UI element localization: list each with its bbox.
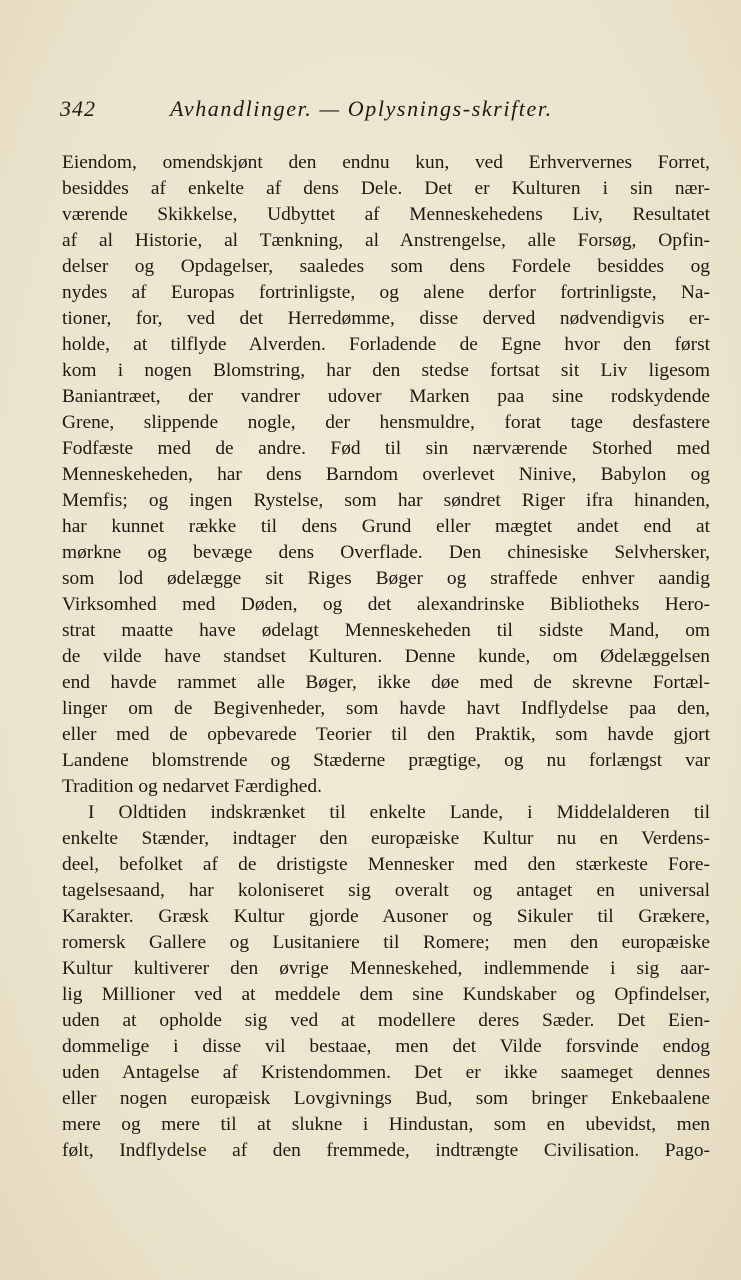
text-line: Virksomhed med Døden, og det alexandrinske Bibliotheks Hero- — [62, 594, 710, 615]
text-line: enkelte Stænder, indtager den europæiske Kultur nu en Verdens- — [62, 828, 710, 849]
text-line: Menneskeheden, har dens Barndom overlevet Ninive, Babylon og — [62, 464, 710, 485]
text-line: Kultur kultiverer den øvrige Menneskehed, indlemmende i sig aar- — [62, 958, 710, 979]
text-line: eller nogen europæisk Lovgivnings Bud, som bringer Enkebaalene — [62, 1088, 710, 1109]
text-line: I Oldtiden indskrænket til enkelte Lande, i Middelalderen til — [88, 802, 710, 823]
text-line: Fodfæste med de andre. Fød til sin nærværende Storhed med — [62, 438, 710, 459]
text-line: uden Antagelse af Kristendommen. Det er ikke saameget dennes — [62, 1062, 710, 1083]
text-line: tagelsesaand, har koloniseret sig overalt og antaget en universal — [62, 880, 710, 901]
text-line: Memfis; og ingen Rystelse, som har søndret Riger ifra hinanden, — [62, 490, 710, 511]
text-line: som lod ødelægge sit Riges Bøger og straffede enhver aandig — [62, 568, 710, 589]
text-line: linger om de Begivenheder, som havde havt Indflydelse paa den, — [62, 698, 710, 719]
text-line: har kunnet række til dens Grund eller mægtet andet end at — [62, 516, 710, 537]
text-line: værende Skikkelse, Udbyttet af Menneskehedens Liv, Resultatet — [62, 204, 710, 225]
page-number: 342 — [60, 96, 96, 121]
text-line: mere og mere til at slukne i Hindustan, som en ubevidst, men — [62, 1114, 710, 1135]
text-line: Eiendom, omendskjønt den endnu kun, ved Erhververnes Forret, — [62, 152, 710, 173]
text-line: holde, at tilflyde Alverden. Forladende de Egne hvor den først — [62, 334, 710, 355]
body-text — [62, 150, 710, 1164]
running-title: Avhandlinger. — Oplysnings-skrifter. — [170, 96, 553, 121]
text-line: Landene blomstrende og Stæderne prægtige, og nu forlængst var — [62, 750, 710, 771]
text-line: end havde rammet alle Bøger, ikke døe med de skrevne Fortæl- — [62, 672, 710, 693]
text-line: lig Millioner ved at meddele dem sine Kundskaber og Opfindelser, — [62, 984, 710, 1005]
text-line: strat maatte have ødelagt Menneskeheden til sidste Mand, om — [62, 620, 710, 641]
text-line: tioner, for, ved det Herredømme, disse derved nødvendigvis er- — [62, 308, 710, 329]
text-line: Tradition og nedarvet Færdighed. — [62, 776, 322, 797]
text-line: af al Historie, al Tænkning, al Anstrengelse, alle Forsøg, Opfin- — [62, 230, 710, 251]
text-line: nydes af Europas fortrinligste, og alene derfor fortrinligste, Na- — [62, 282, 710, 303]
running-header — [60, 96, 700, 128]
text-line: dommelige i disse vil bestaae, men det Vilde forsvinde endog — [62, 1036, 710, 1057]
text-line: Karakter. Græsk Kultur gjorde Ausoner og Sikuler til Grækere, — [62, 906, 710, 927]
paragraph-2 — [62, 800, 710, 1164]
text-line: mørkne og bevæge dens Overflade. Den chinesiske Selvhersker, — [62, 542, 710, 563]
text-line: uden at opholde sig ved at modellere deres Sæder. Det Eien- — [62, 1010, 710, 1031]
text-line: Baniantræet, der vandrer udover Marken paa sine rodskydende — [62, 386, 710, 407]
text-line: følt, Indflydelse af den fremmede, indtrængte Civilisation. Pago- — [62, 1140, 710, 1161]
text-line: delser og Opdagelser, saaledes som dens Fordele besiddes og — [62, 256, 710, 277]
text-line: romersk Gallere og Lusitaniere til Romere; men den europæiske — [62, 932, 710, 953]
text-line: kom i nogen Blomstring, har den stedse fortsat sit Liv ligesom — [62, 360, 710, 381]
text-line: eller med de opbevarede Teorier til den Praktik, som havde gjort — [62, 724, 710, 745]
text-line: besiddes af enkelte af dens Dele. Det er Kulturen i sin nær- — [62, 178, 710, 199]
paragraph-1 — [62, 150, 710, 800]
text-line: deel, befolket af de dristigste Mennesker med den stærkeste Fore- — [62, 854, 710, 875]
text-line: Grene, slippende nogle, der hensmuldre, forat tage desfastere — [62, 412, 710, 433]
text-line: de vilde have standset Kulturen. Denne kunde, om Ødelæggelsen — [62, 646, 710, 667]
